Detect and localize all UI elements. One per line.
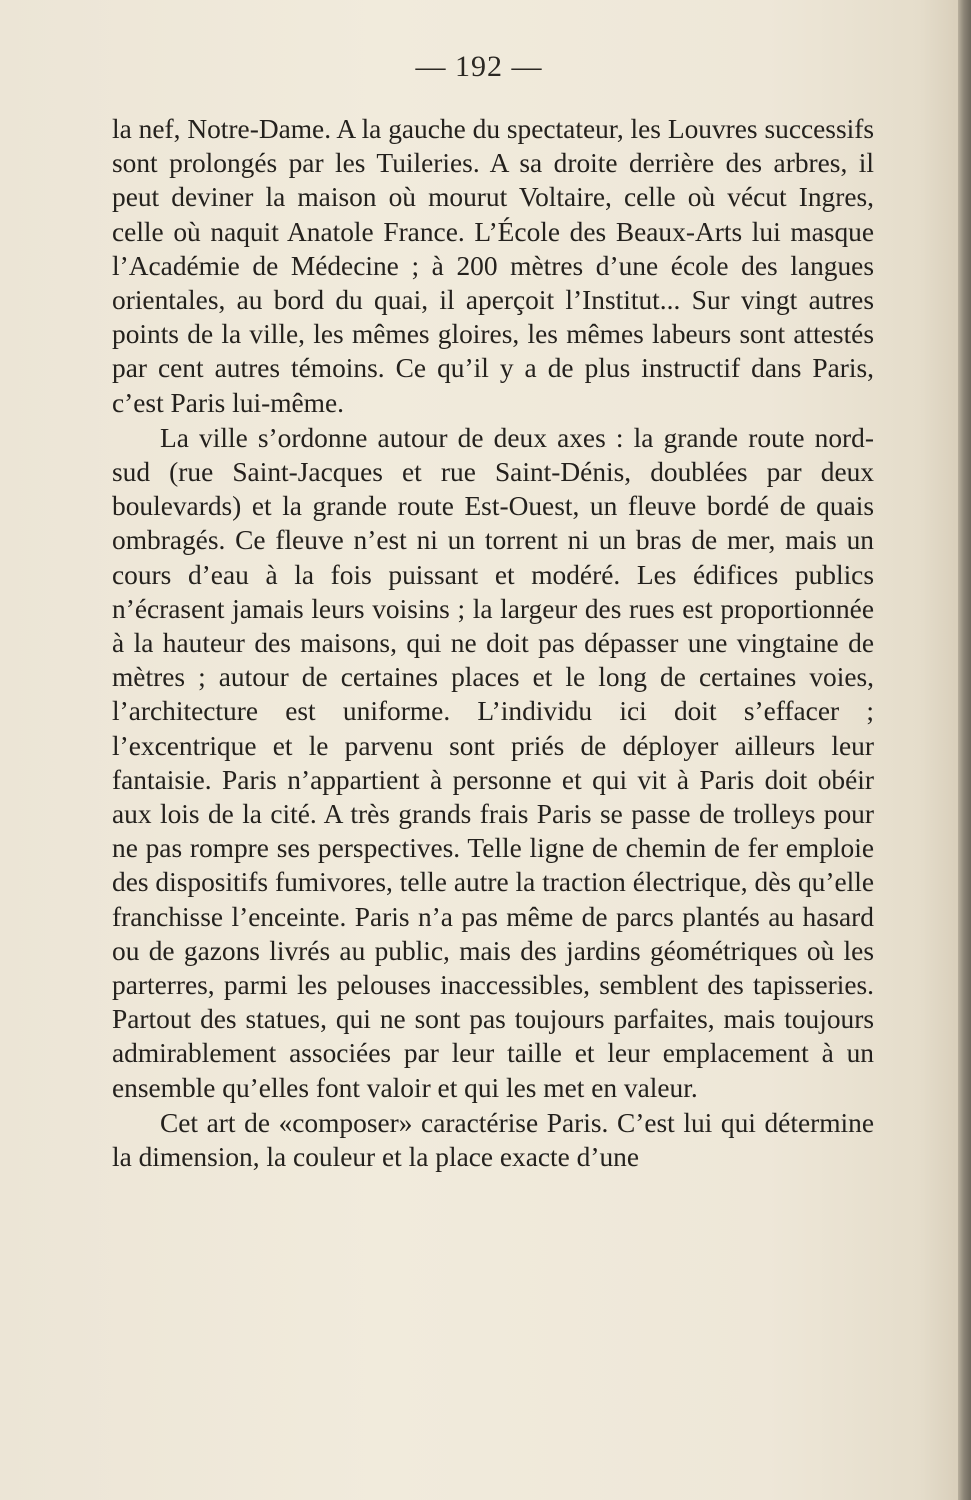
paragraph-city-axes: La ville s’ordonne autour de deux axes : la grande route nord-sud (rue Saint-Jacques et rue Saint-Dénis, doublées par deux boulevards) et la grande route Est-Ouest, un fleuve bordé de quais ombragés. Ce fleuve n’est ni un torrent ni un bras de mer, mais un cours d’eau à la fois puissant et modéré. Les édifices publics n’écrasent jamais leurs voisins ; la largeur des rues est proportionnée à la hauteur des maisons, qui ne doit pas dépasser une vingtaine de mètres ; autour de certaines places et le long de certaines voies, l’architecture est uniforme. L’individu ici doit s’effacer ; l’excentrique et le parvenu sont priés de déployer ailleurs leur fantaisie. Paris n’appartient à personne et qui vit à Paris doit obéir aux lois de la cité. A très grands frais Paris se passe de trolleys pour ne pas rompre ses perspectives. Telle ligne de chemin de fer emploie des dispositifs fumivores, telle autre la traction électrique, dès qu’elle franchisse l’enceinte. Paris n’a pas même de parcs plantés au hasard ou de gazons livrés au public, mais des jardins géométriques où les parterres, parmi les pelouses inaccessibles, semblent des tapisseries. Partout des statues, qui ne sont pas toujours parfaites, mais toujours admirablement associées par leur taille et leur emplacement à un ensemble qu’elles font valoir et qui les met en valeur. [112, 422, 874, 1103]
paragraph-continued: la nef, Notre-Dame. A la gauche du spectateur, les Louvres successifs sont prolongés par les Tuileries. A sa droite derrière des arbres, il peut deviner la maison où mourut Voltaire, celle où vécut Ingres, celle où naquit Anatole France. L’École des Beaux-Arts lui masque l’Académie de Médecine ; à 200 mètres d’une école des langues orientales, au bord du quai, il aperçoit l’Institut... Sur vingt autres points de la ville, les mêmes gloires, les mêmes labeurs sont attestés par cent autres témoins. Ce qu’il y a de plus instructif dans Paris, c’est Paris lui-même. [112, 114, 874, 418]
body-text [112, 112, 874, 1174]
page-number: — 192 — [415, 50, 543, 83]
page-edge-shadow [958, 0, 971, 1500]
paragraph-art-of-composing: Cet art de «composer» caractérise Paris. C’est lui qui détermine la dimension, la couleur et la place exacte d’une [112, 1107, 874, 1173]
